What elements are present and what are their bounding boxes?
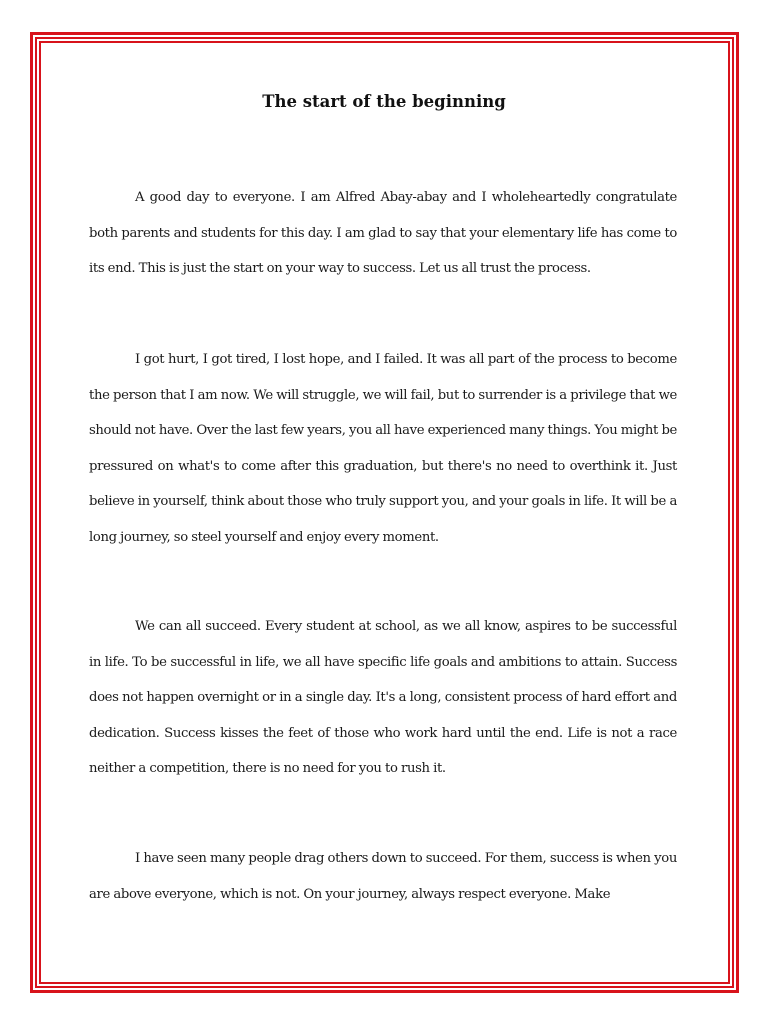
paragraph-3: We can all succeed. Every student at school, as we all know, aspires to be successful in life. To be successful in life, we all have specific life goals and ambitions to attain. Success does not happen overnight or in a single day. It's a long, consistent process of hard effort and dedication. Success kisses the feet of those who work hard until the end. Life is not a race neither a competition, there is no need for you to rush it. (89, 619, 677, 776)
paragraph-4: I have seen many people drag others down to succeed. For them, success is when you are above everyone, which is not. On your journey, always respect everyone. Make (89, 851, 677, 902)
paragraph-2: I got hurt, I got tired, I lost hope, and I failed. It was all part of the process to become the person that I am now. We will struggle, we will fail, but to surrender is a privilege that we should not have. Over the last few years, you all have experienced many things. You might be pressured on what's to come after this graduation, but there's no need to overthink it. Just believe in yourself, think about those who truly support you, and your goals in life. It will be a long journey, so steel yourself and enjoy every moment. (89, 352, 677, 545)
page-title: The start of the beginning (262, 92, 506, 111)
paragraph-1: A good day to everyone. I am Alfred Abay-abay and I wholeheartedly congratulate both parents and students for this day. I am glad to say that your elementary life has come to its end. This is just the start on your way to success. Let us all trust the process. (89, 190, 677, 276)
